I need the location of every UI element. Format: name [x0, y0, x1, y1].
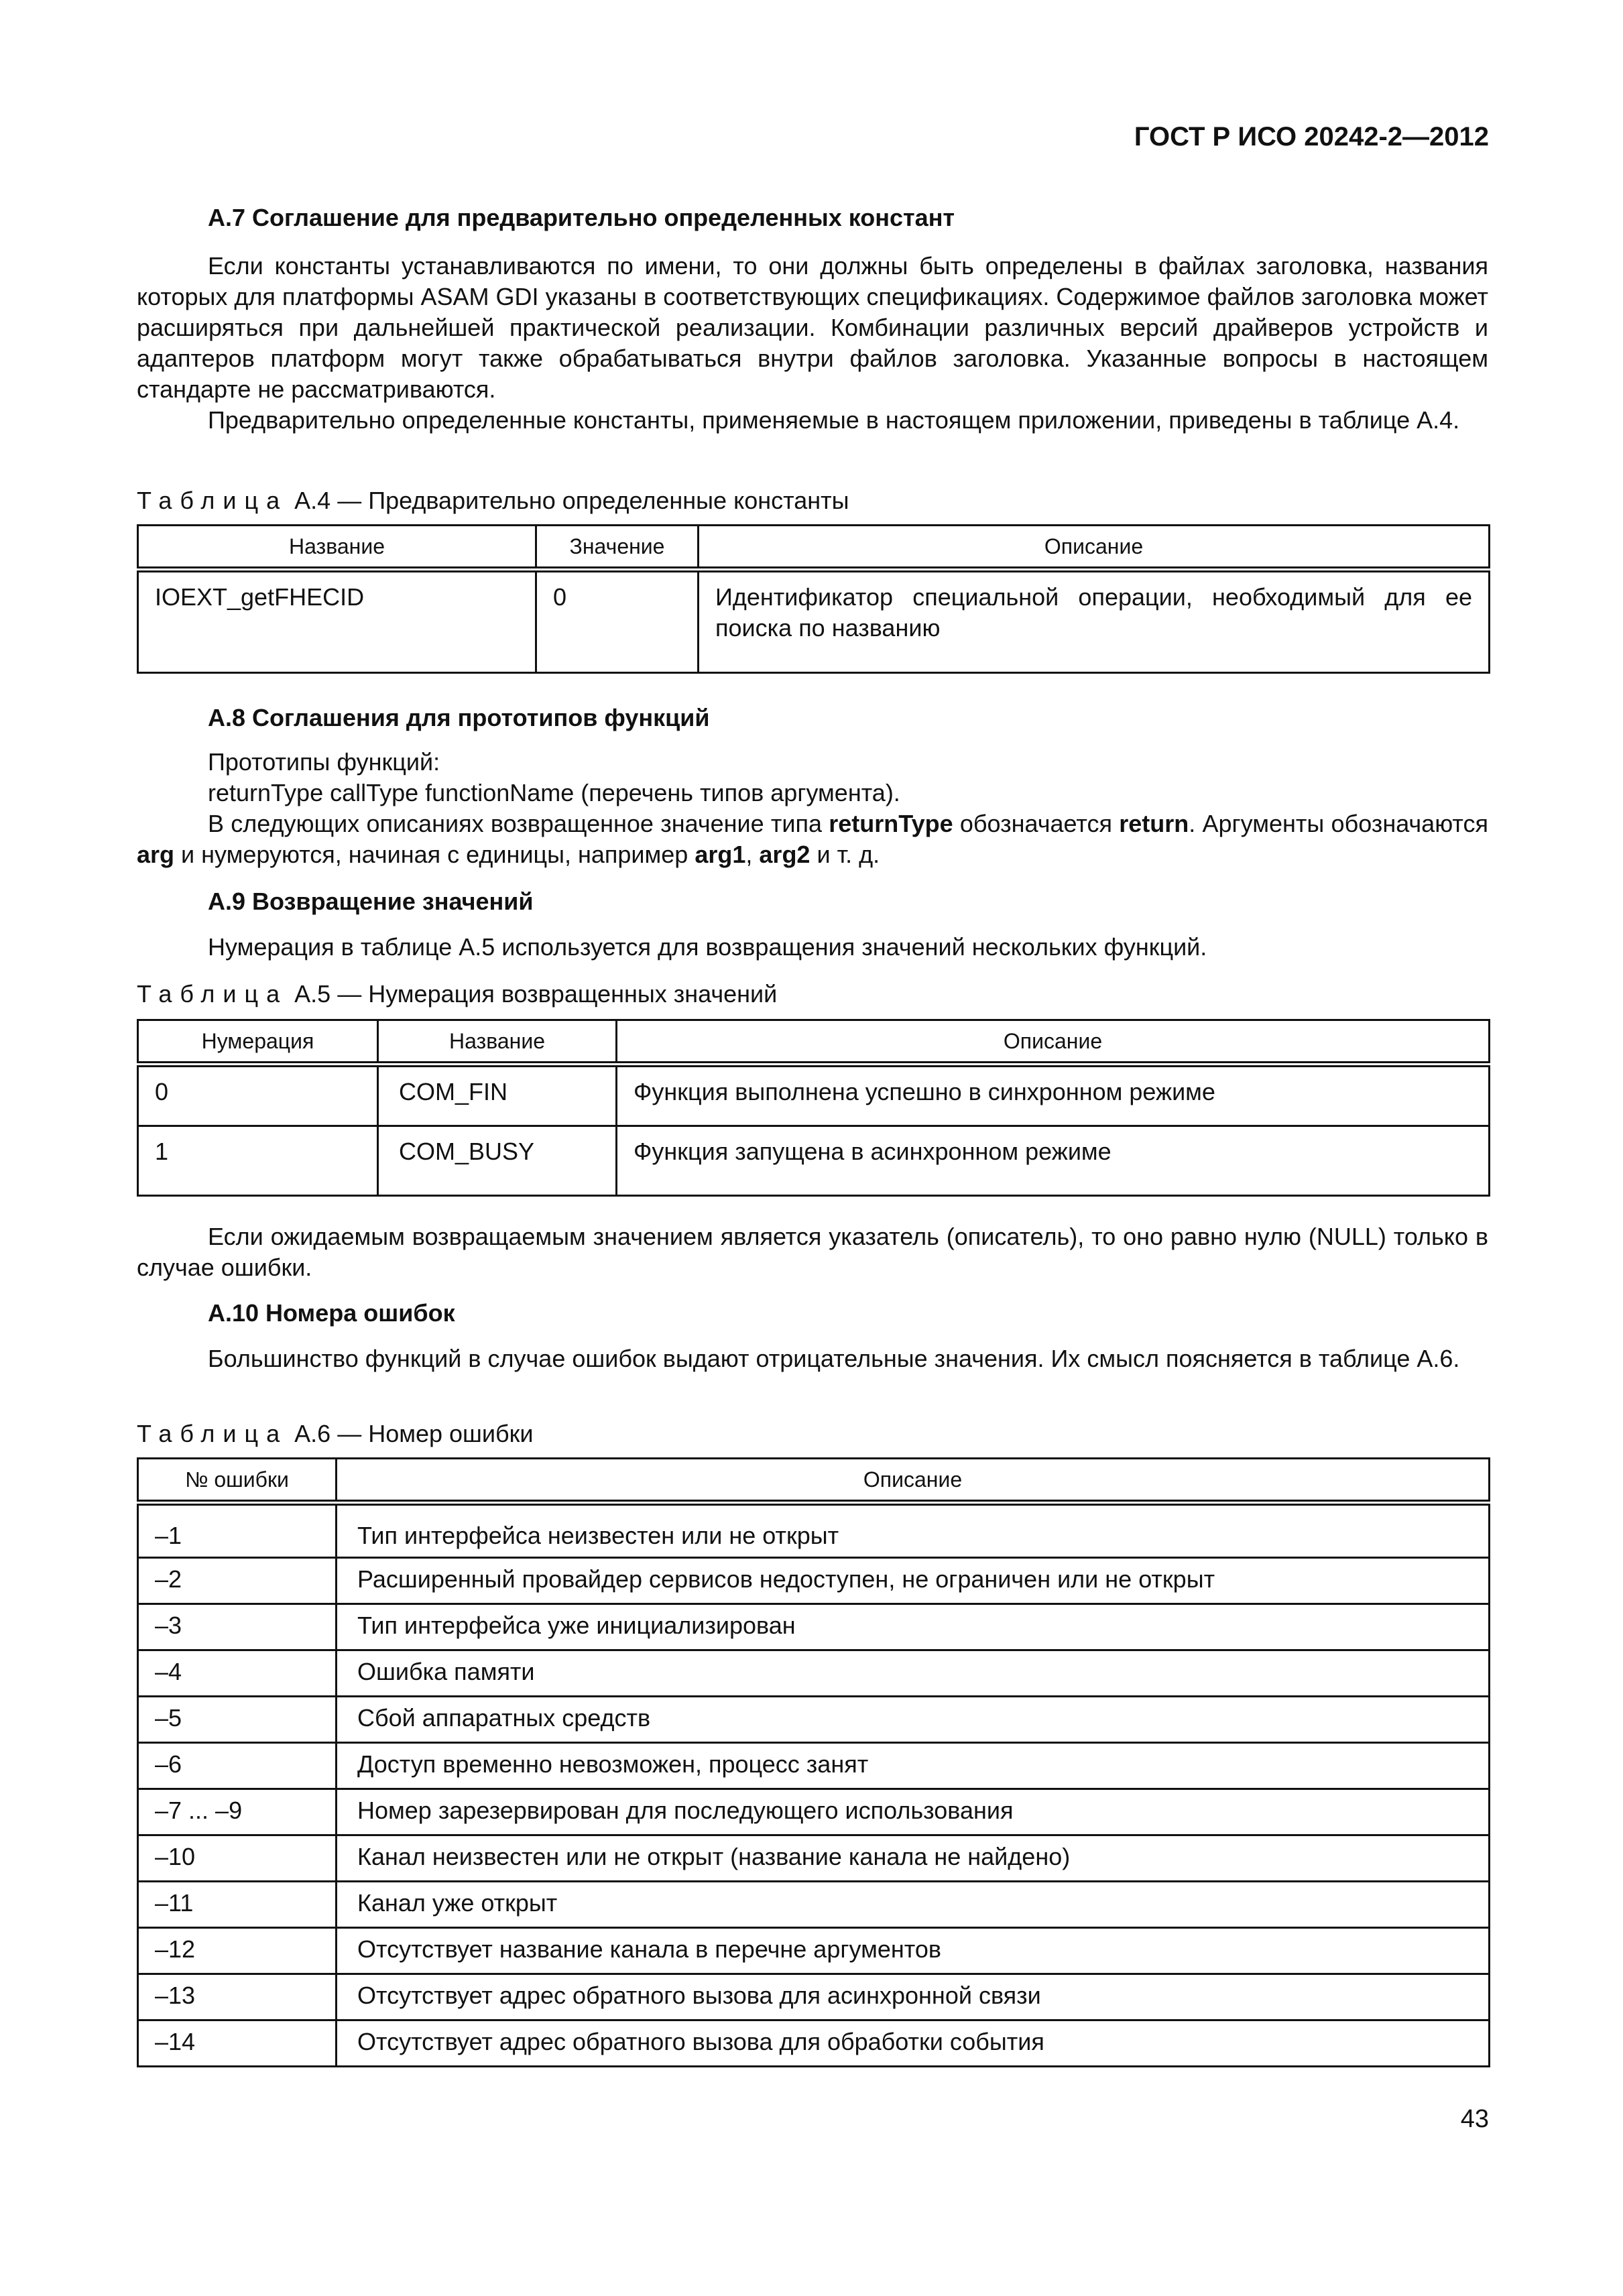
table-cell-description: Тип интерфейса уже инициализирован: [337, 1604, 1490, 1650]
a7-paragraph-2: Предварительно определенные константы, применяемые в настоящем приложении, приведены в таблице А.4.: [208, 406, 1460, 434]
table-cell-description: Номер зарезервирован для последующего использования: [337, 1789, 1490, 1835]
table-cell-description: Расширенный провайдер сервисов недоступен, не ограничен или не открыт: [337, 1558, 1490, 1604]
table-cell-value: 0: [536, 570, 699, 673]
table-row: [138, 1928, 1490, 1974]
table-row: [138, 1503, 1490, 1558]
table-row: [138, 570, 1490, 673]
table-cell-description: Канал уже открыт: [337, 1882, 1490, 1928]
table-cell-error-number: –12: [138, 1928, 337, 1974]
table-header-cell: Значение: [536, 526, 699, 570]
table-row: [138, 1558, 1490, 1604]
table-header-cell: Нумерация: [138, 1020, 378, 1065]
table-header-cell: Название: [378, 1020, 617, 1065]
table-a6-caption: Таблица А.6 — Номер ошибки: [137, 1420, 534, 1447]
section-title-a7: А.7 Соглашение для предварительно определенных констант: [208, 204, 955, 231]
table-row: [138, 1697, 1490, 1743]
table-cell-description: Отсутствует адрес обратного вызова для асинхронной связи: [337, 1974, 1490, 2020]
table-header-row: [138, 1020, 1490, 1065]
table-header-cell: Описание: [617, 1020, 1490, 1065]
table-cell-description: Тип интерфейса неизвестен или не открыт: [337, 1503, 1490, 1558]
table-cell-error-number: –3: [138, 1604, 337, 1650]
table-row: [138, 2020, 1490, 2067]
table-cell-error-number: –10: [138, 1835, 337, 1882]
table-cell-error-number: –1: [138, 1503, 337, 1558]
table-row: [138, 1065, 1490, 1126]
a8-paragraph: В следующих описаниях возвращенное значение типа returnType обозначается return. Аргументы обозначаются arg и нумеруются, начиная с единицы, например arg1, arg2 и т. д.: [137, 810, 1488, 868]
table-cell-description: Отсутствует название канала в перечне аргументов: [337, 1928, 1490, 1974]
table-cell: Функция запущена в асинхронном режиме: [617, 1126, 1490, 1196]
a8-line-2: returnType callType functionName (перечень типов аргумента).: [208, 779, 900, 806]
null-pointer-paragraph: Если ожидаемым возвращаемым значением является указатель (описатель), то оно равно нулю (NULL) только в случае ошибки.: [137, 1223, 1488, 1281]
table-row: [138, 1835, 1490, 1882]
section-title-a9: А.9 Возвращение значений: [208, 888, 534, 915]
table-cell-error-number: –6: [138, 1743, 337, 1789]
table-a6: [137, 1457, 1490, 2067]
table-cell-error-number: –7 ... –9: [138, 1789, 337, 1835]
section-title-a8: А.8 Соглашения для прототипов функций: [208, 704, 710, 731]
table-a5-caption: Таблица А.5 — Нумерация возвращенных значений: [137, 980, 778, 1008]
table-cell-description: Ошибка памяти: [337, 1650, 1490, 1697]
table-header-cell: Описание: [337, 1459, 1490, 1503]
table-cell-error-number: –2: [138, 1558, 337, 1604]
table-row: [138, 1604, 1490, 1650]
document-id: ГОСТ Р ИСО 20242-2—2012: [1134, 122, 1489, 152]
table-cell-name: IOEXT_getFHECID: [138, 570, 536, 673]
table-cell: Функция выполнена успешно в синхронном режиме: [617, 1065, 1490, 1126]
table-row: [138, 1789, 1490, 1835]
table-cell-description: Канал неизвестен или не открыт (название канала не найдено): [337, 1835, 1490, 1882]
a7-paragraph-1: Если константы устанавливаются по имени, то они должны быть определены в файлах заголовка, названия которых для платформы ASAM GDI указаны в соответствующих спецификациях. Содержимое файлов заголовка может расширяться при дальнейшей практической реализации. Комбинации различных версий драйверов устройств и адаптеров платформ могут также обрабатываться внутри файлов заголовка. Указанные вопросы в настоящем стандарте не рассматриваются.: [137, 252, 1488, 403]
table-cell-error-number: –5: [138, 1697, 337, 1743]
table-cell: COM_BUSY: [378, 1126, 617, 1196]
table-a4-caption: Таблица А.4 — Предварительно определенные константы: [137, 487, 849, 514]
a10-paragraph: Большинство функций в случае ошибок выдают отрицательные значения. Их смысл поясняется в таблице А.6.: [208, 1345, 1460, 1372]
page-number: 43: [1460, 2105, 1489, 2133]
table-row: [138, 1743, 1490, 1789]
table-cell: COM_FIN: [378, 1065, 617, 1126]
table-cell: 1: [138, 1126, 378, 1196]
table-row: [138, 1882, 1490, 1928]
table-cell-description: Доступ временно невозможен, процесс занят: [337, 1743, 1490, 1789]
table-cell-error-number: –4: [138, 1650, 337, 1697]
a8-line-1: Прототипы функций:: [208, 748, 440, 776]
table-cell: 0: [138, 1065, 378, 1126]
table-row: [138, 1974, 1490, 2020]
table-a5: [137, 1019, 1490, 1197]
table-cell-error-number: –13: [138, 1974, 337, 2020]
table-header-row: [138, 1459, 1490, 1503]
table-cell-description: Идентификатор специальной операции, необходимый для ее поиска по названию: [699, 570, 1490, 673]
table-cell-error-number: –14: [138, 2020, 337, 2067]
table-a4: [137, 524, 1490, 674]
table-header-row: [138, 526, 1490, 570]
table-header-cell: Описание: [699, 526, 1490, 570]
section-title-a10: А.10 Номера ошибок: [208, 1299, 455, 1327]
table-cell-description: Сбой аппаратных средств: [337, 1697, 1490, 1743]
table-header-cell: Название: [138, 526, 536, 570]
table-row: [138, 1126, 1490, 1196]
a9-paragraph: Нумерация в таблице А.5 используется для возвращения значений нескольких функций.: [208, 933, 1207, 961]
table-cell-error-number: –11: [138, 1882, 337, 1928]
table-cell-description: Отсутствует адрес обратного вызова для обработки события: [337, 2020, 1490, 2067]
table-row: [138, 1650, 1490, 1697]
table-header-cell: № ошибки: [138, 1459, 337, 1503]
